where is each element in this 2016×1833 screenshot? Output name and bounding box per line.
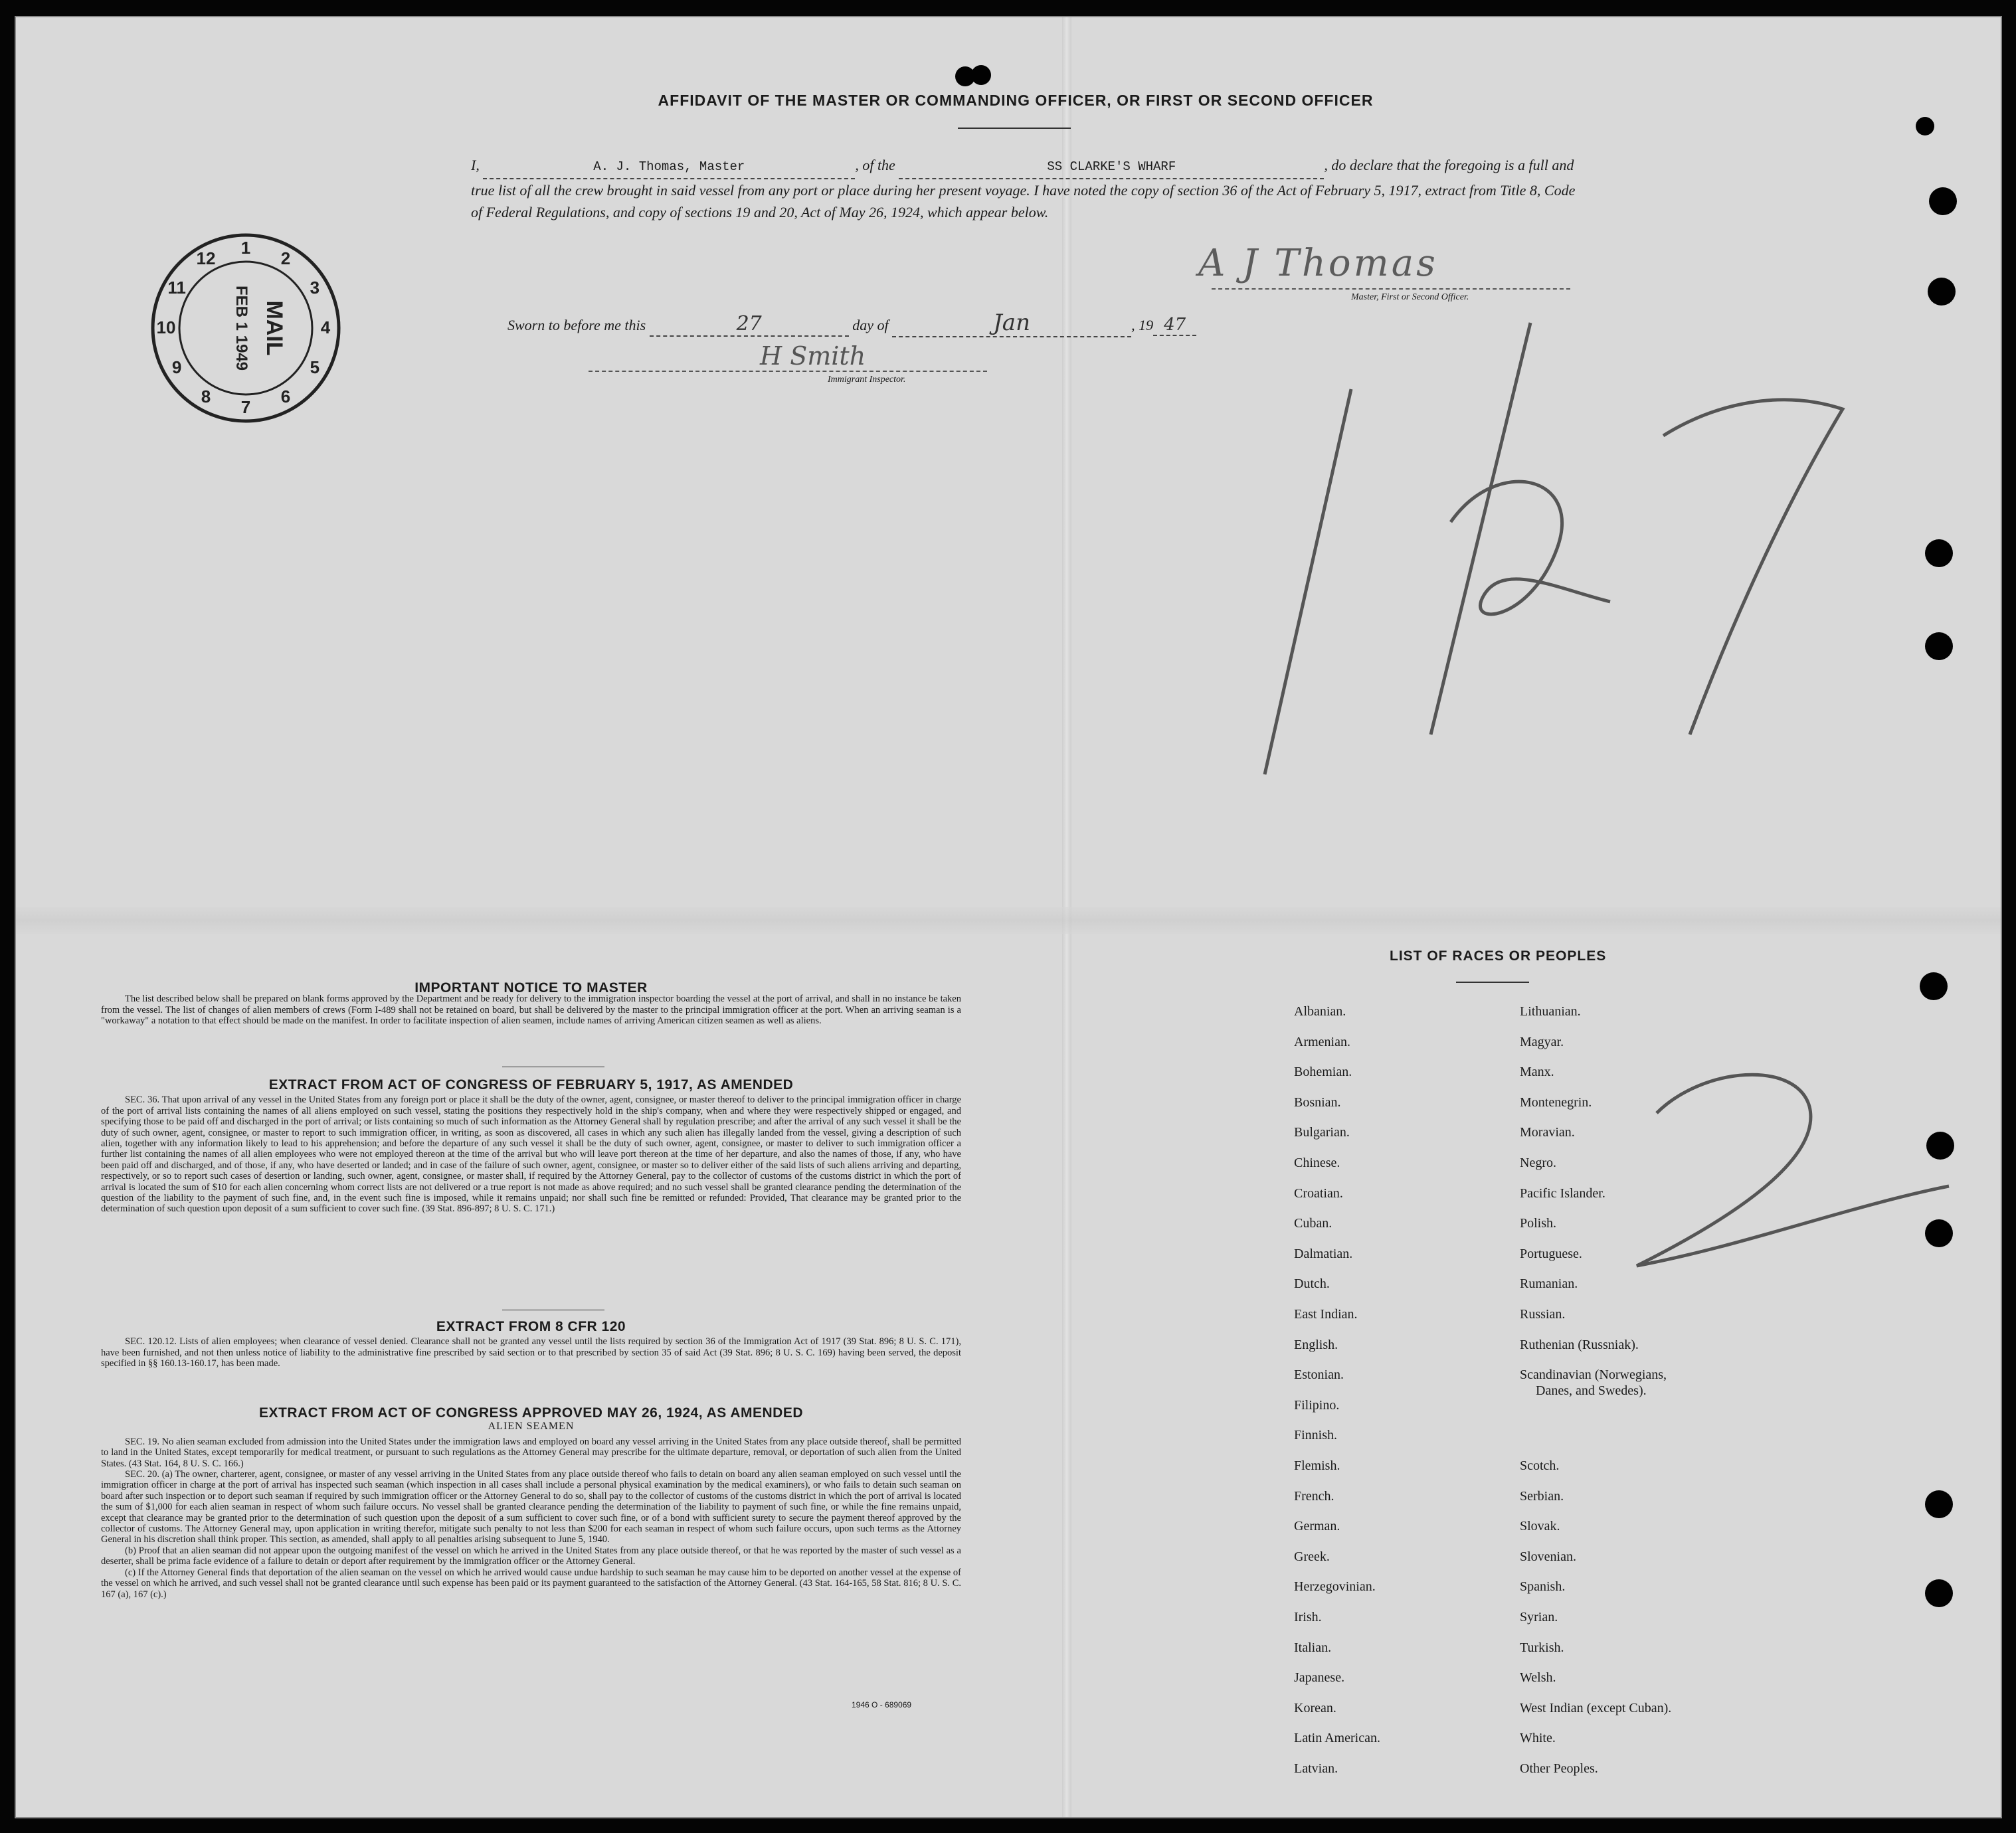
race-item: Lithuanian. [1520, 1004, 1581, 1019]
stamp-number: 12 [196, 248, 216, 269]
inspector-caption: Immigrant Inspector. [828, 375, 906, 385]
race-item: Estonian. [1294, 1367, 1344, 1383]
master-name-field: A. J. Thomas, Master [483, 156, 855, 179]
race-item: Dalmatian. [1294, 1246, 1353, 1261]
race-item: West Indian (except Cuban). [1520, 1700, 1672, 1715]
extract-1924-para-3: (b) Proof that an alien seaman did not appear upon the outgoing manifest of the vessel on which he arrived in the United States from any place outside thereof, or that he was reported by the master of such vessel as a deserter, shall be prima facie evidence of a failure to detain or deport after requirement by the immigration officer or the Attorney General. [101, 1545, 961, 1567]
stamp-number: 10 [156, 317, 176, 337]
stamp-mail-text: MAIL [262, 300, 287, 356]
extract-1924-para-4: (c) If the Attorney General finds that deportation of the alien seaman on the vessel on which he arrived would cause undue hardship to such seaman he may cause him to be deported on another vessel at the expense of the vessel on which he arrived, and such vessel shall not be granted clearance until such expense has been paid or its payment guaranteed to the satisfaction of the Attorney General. (43 Stat. 164-165, 58 Stat. 816; 8 U. S. C. 167 (a), 167 (c).) [101, 1567, 961, 1600]
stamp-number: 2 [280, 248, 291, 269]
stamp-number: 3 [310, 278, 320, 298]
declaration [471, 154, 1587, 223]
race-item: Moravian. [1520, 1125, 1575, 1140]
extract-1924 [101, 1405, 961, 1600]
extract-1924-para-2: SEC. 20. (a) The owner, charterer, agent, consignee, or master of any vessel arriving in the United States from any place outside thereof who fails to detain on board any alien seaman employed on such vessel until the immigration officer in charge at the port of arrival has inspected such seaman (which inspection in all cases shall include a personal physical examination by the medical examiners), or who fails to detain such seaman on board after such inspection or to deport such seaman if required by such immigration officer or the Attorney General to do so, shall pay to the collector of customs of the customs district in which the port of arrival is located the sum of $1,000 for each alien seaman in respect of whom such failure occurs. No vessel shall be granted clearance pending the determination of the liability to payment of such fine, or while the fine remains unpaid, except that clearance may be granted prior to the determination of such question upon the deposit of a sum sufficient to cover such fine, or of a bond with sufficient surety to secure the payment thereof approved by the collector of customs. The Attorney General may, upon application in writing therefor, mitigate such penalty to not less than $200 for each seaman in respect of whom such failure occurs, upon such terms as the Attorney General in his discretion shall think proper. This section, as amended, shall apply to all penalties arising subsequent to June 5, 1940. [101, 1469, 961, 1545]
punch-hole [1926, 1132, 1954, 1160]
day-of-label: day of [852, 317, 889, 333]
race-item: East Indian. [1294, 1307, 1358, 1322]
extract-1924-para-1: SEC. 19. No alien seaman excluded from admission into the United States under the immigration laws and employed on board any vessel arriving in the United States from any place outside thereof, shall be permitted to land in the United States, except temporarily for medical treatment, or pursuant to such regulations as the Attorney General may prescribe for the ultimate departure, removal, or deportation of such alien from the United States. (43 Stat. 164, 8 U. S. C. 166.) [101, 1436, 961, 1469]
sworn-label: Sworn to before me this [507, 317, 646, 333]
notice-text: The list described below shall be prepared on blank forms approved by the Department and be ready for delivery to the immigration inspector boarding the vessel at the port of arrival, and shall in no instance be taken from the vessel. The list of changes of alien members of crews (Form I-489 shall not be retained on board, but shall be delivered by the master to the principal immigration officer at the port. When an arriving seaman is a "workaway" a notation to that effect should be made on the manifest. In order to facilitate inspection of alien seamen, include names of arriving American citizen seamen as well as aliens. [101, 994, 961, 1027]
race-item: Greek. [1294, 1549, 1330, 1564]
inspector-signature: H Smith [760, 341, 866, 371]
of-the-label: , of the [855, 157, 895, 173]
do-declare-label: , do declare [1324, 157, 1393, 173]
declaration-prefix: I, [471, 157, 480, 173]
race-item: Filipino. [1294, 1397, 1340, 1413]
sworn-line [507, 309, 1196, 337]
punch-hole [1929, 187, 1957, 215]
race-item: Slovak. [1520, 1519, 1560, 1534]
extract-1924-subheading: ALIEN SEAMEN [488, 1421, 575, 1433]
race-item: Portuguese. [1520, 1246, 1582, 1261]
extract-1924-heading: EXTRACT FROM ACT OF CONGRESS APPROVED MAY 26, 1924, AS AMENDED [258, 1405, 804, 1421]
race-item: Bosnian. [1294, 1094, 1341, 1110]
race-item: Magyar. [1520, 1034, 1564, 1049]
signature-caption: Master, First or Second Officer. [1351, 292, 1469, 302]
important-notice [101, 980, 961, 1027]
year-prefix: , 19 [1131, 317, 1154, 333]
stamp-number: 9 [171, 357, 182, 377]
race-item: Manx. [1520, 1065, 1554, 1080]
race-item: Spanish. [1520, 1579, 1566, 1595]
handwritten-date-mark [1185, 309, 1889, 814]
notice-heading: IMPORTANT NOTICE TO MASTER [414, 980, 648, 996]
race-item: White. [1520, 1731, 1556, 1746]
stamp-number: 4 [320, 317, 331, 337]
race-item: Negro. [1520, 1156, 1556, 1170]
stamp-number: 8 [201, 386, 211, 406]
sworn-year: 47 [1153, 315, 1196, 336]
vessel-name-field: SS CLARKE'S WHARF [899, 156, 1324, 179]
race-item: Croatian. [1294, 1185, 1343, 1201]
sworn-month: Jan [892, 309, 1131, 337]
race-item: German. [1294, 1519, 1340, 1534]
race-item: Flemish. [1294, 1458, 1340, 1473]
mail-stamp [146, 228, 345, 428]
race-item: Other Peoples. [1520, 1761, 1598, 1776]
stamp-number: 6 [280, 386, 291, 406]
race-item: Bohemian. [1294, 1065, 1352, 1080]
punch-hole [1925, 1219, 1953, 1247]
punch-hole [1916, 117, 1934, 135]
extract-8cfr-heading: EXTRACT FROM 8 CFR 120 [436, 1319, 626, 1334]
horizontal-fold [16, 907, 2001, 934]
title-rule [958, 128, 1071, 129]
race-item: Italian. [1294, 1640, 1332, 1655]
document-page [15, 16, 2002, 1818]
stamp-number: 1 [240, 238, 251, 258]
punch-hole [1925, 632, 1953, 660]
race-item: Turkish. [1520, 1640, 1564, 1655]
race-item: Ruthenian (Russniak). [1520, 1337, 1639, 1352]
race-item: French. [1294, 1488, 1334, 1504]
race-item: Bulgarian. [1294, 1125, 1350, 1140]
inspector-line [589, 371, 987, 372]
punch-hole [971, 65, 991, 85]
race-item: Scotch. [1520, 1458, 1560, 1473]
punch-hole [1928, 278, 1956, 306]
race-item: Armenian. [1294, 1034, 1350, 1049]
punch-hole [1925, 1490, 1953, 1518]
race-item: Welsh. [1520, 1670, 1556, 1686]
race-item: Latin American. [1294, 1731, 1380, 1746]
extract-1917 [101, 1077, 961, 1215]
race-item: Korean. [1294, 1700, 1336, 1715]
race-item: Irish. [1294, 1610, 1322, 1624]
race-item: Russian. [1520, 1307, 1566, 1322]
handwritten-list-mark [1544, 1047, 1956, 1299]
race-item: Serbian. [1520, 1488, 1564, 1504]
punch-hole [1920, 972, 1948, 1000]
sworn-day: 27 [650, 312, 849, 337]
print-code: 1946 O - 689069 [852, 1700, 912, 1709]
race-item: Latvian. [1294, 1761, 1338, 1776]
race-item: Danes, and Swedes). [1536, 1383, 1647, 1399]
race-item: Syrian. [1520, 1610, 1558, 1624]
stamp-number: 7 [240, 397, 251, 417]
race-item: Montenegrin. [1520, 1094, 1592, 1110]
race-item: Herzegovinian. [1294, 1579, 1376, 1595]
extract-1917-text: SEC. 36. That upon arrival of any vessel in the United States from any foreign port or place it shall be the duty of the owner, agent, consignee, or master thereof to deliver to the principal immigration officer in charge of the port of arrival lists containing the names of all aliens employed on such vessel, stating the positions they respectively hold in the ship's company, when and where they were respectively shipped or engaged, and specifying those to be paid off and discharged in the port of arrival; or lists containing so much of such information as the Attorney General shall by regulation prescribe; and after the arrival of any such vessel it shall be the duty of such owner, agent, consignee, or master to report to such immigration officer, in writing, as soon as discovered, all cases in which any such alien has illegally landed from the vessel, giving a description of such alien, together with any information likely to lead to his apprehension; and before the departure of any such vessel it shall be the duty of such owner, agent, consignee, or master to deliver to such immigration officer a further list containing the names of all alien employees who were not employed thereon at the time of the arrival but who will leave port thereon at the time of her departure, and also the names of those, if any, who have been paid off and discharged, and of those, if any, who have deserted or landed; and in case of the failure of such owner, agent, consignee, or master so to deliver either of the said lists of such aliens arriving and departing, respectively, or so to report such cases of desertion or landing, such owner, agent, consignee, or master shall, if required by the Attorney General, pay to the collector of customs of the customs district in which the port of arrival is located the sum of $10 for each alien concerning whom correct lists are not delivered or a true report is not made as above required; and no such vessel shall be granted clearance pending the determination of the question of the liability to the payment of such fine, and, in the event such fine is imposed, while it remains unpaid; nor shall such fine be remitted or refunded: Provided, That clearance may be granted prior to the determination of such question upon deposit of a sum sufficient to cover such fine. (39 Stat. 896-897; 8 U. S. C. 171.) [101, 1094, 961, 1215]
punch-hole [1925, 1579, 1953, 1607]
race-item: Pacific Islander. [1520, 1185, 1605, 1201]
extract-8cfr-text: SEC. 120.12. Lists of alien employees; when clearance of vessel denied. Clearance shall not be granted any vessel until the lists required by section 36 of the Immigration Act of 1917 (39 Stat. 896; 8 U. S. C. 171), have been furnished, and not then unless notice of liability to the administrative fine prescribed by said section or to that prescribed by section 35 of said Act (39 Stat. 896; 8 U. S. C. 169) having been served, the deposit specified in §§ 160.13-160.17, has been made. [101, 1336, 961, 1369]
race-item: Finnish. [1294, 1428, 1338, 1443]
stamp-number: 11 [167, 278, 186, 298]
races-rule [1456, 982, 1529, 983]
master-signature: A J Thomas [1198, 242, 1438, 285]
extract-1917-heading: EXTRACT FROM ACT OF CONGRESS OF FEBRUARY 5, 1917, AS AMENDED [268, 1077, 794, 1092]
punch-hole [1925, 539, 1953, 567]
race-item: Polish. [1520, 1216, 1557, 1231]
race-item: Chinese. [1294, 1156, 1340, 1170]
declaration-body: that the foregoing is a full and true list of all the crew brought in said vessel from any port or place during her present voyage. I have noted the copy of section 36 of the Act of February 5, 1917, extract from Title 8, Code of Federal Regulations, and copy of sections 19 and 20, Act of May 26, 1924, which appear below. [471, 157, 1576, 220]
extract-8cfr [101, 1319, 961, 1369]
race-item: English. [1294, 1337, 1338, 1352]
race-item: Japanese. [1294, 1670, 1345, 1686]
races-heading: LIST OF RACES OR PEOPLES [1390, 948, 1607, 964]
race-item: Albanian. [1294, 1004, 1346, 1019]
stamp-date: FEB 1 1949 [232, 285, 250, 371]
race-item: Slovenian. [1520, 1549, 1576, 1564]
race-item: Rumanian. [1520, 1276, 1578, 1292]
affidavit-title: AFFIDAVIT OF THE MASTER OR COMMANDING OFFICER, OR FIRST OR SECOND OFFICER [658, 92, 1374, 109]
stamp-number: 5 [310, 357, 320, 377]
signature-line [1212, 288, 1570, 290]
race-item: Dutch. [1294, 1276, 1330, 1292]
race-item: Cuban. [1294, 1216, 1332, 1231]
race-item: Scandinavian (Norwegians, [1520, 1367, 1667, 1383]
